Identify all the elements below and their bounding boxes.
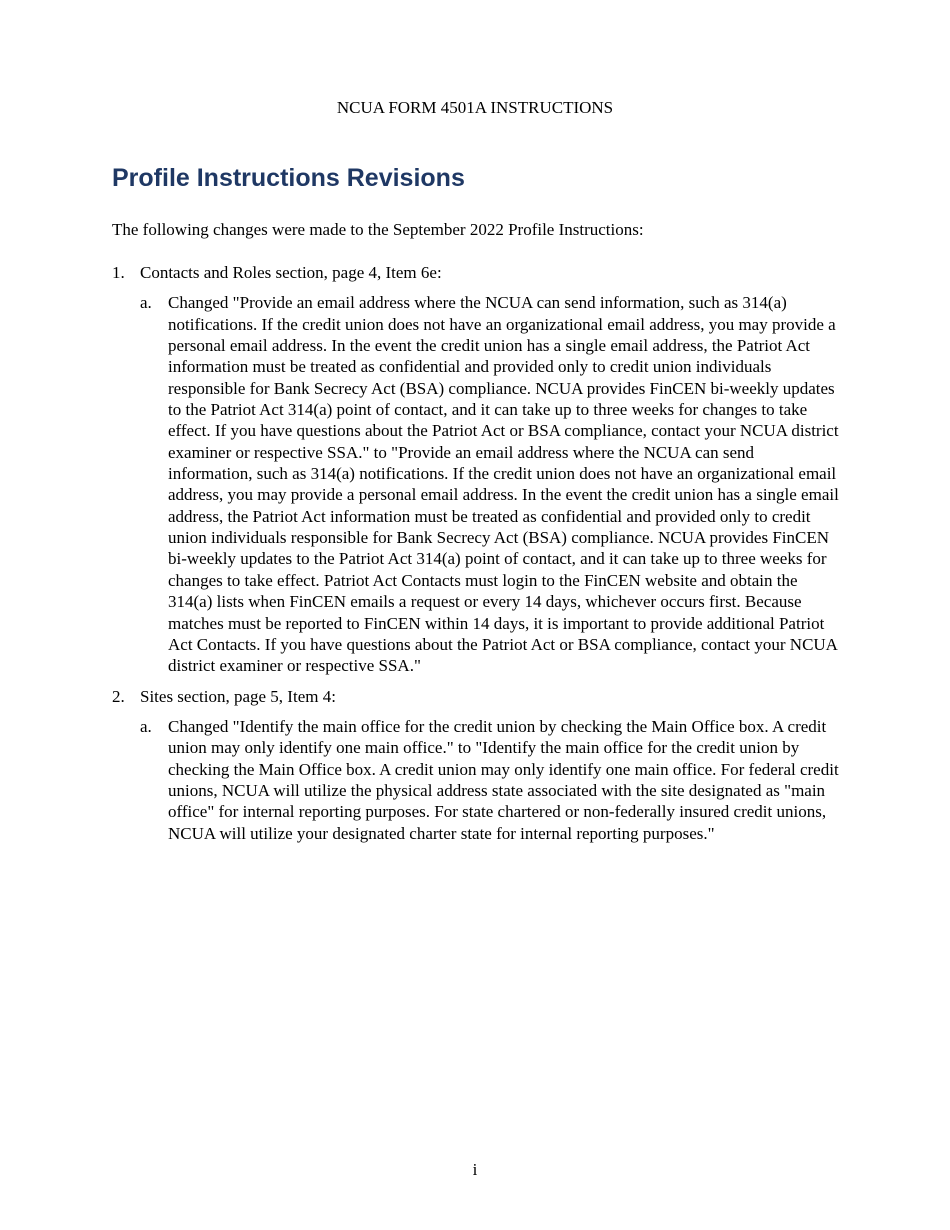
sub-item [140,292,840,676]
revision-list [112,262,840,853]
list-item-number: 1. [112,263,125,282]
list-item [112,686,840,844]
list-item-heading: Contacts and Roles section, page 4, Item 6e: [140,263,442,282]
sub-item [140,716,840,844]
intro-paragraph: The following changes were made to the September 2022 Profile Instructions: [112,220,644,239]
sub-item-text: Changed "Identify the main office for the credit union by checking the Main Office box. A credit union may only identify one main office." to "Identify the main office for the credit union by checking the Main Office box. A credit union may only identify one main office. For federal credit unions, NCUA will utilize the physical address state associated with the site designated as "main office" for internal reporting purposes. For state chartered or non-federally insured credit unions, NCUA will utilize your designated charter state for internal reporting purposes." [168,716,839,843]
sub-item-letter: a. [140,716,152,736]
sub-item-letter: a. [140,293,152,313]
sub-item-text: Changed "Provide an email address where the NCUA can send information, such as 314(a) notifications. If the credit union does not have an organizational email address, you may provide a personal email address. In the event the credit union has a single email address, the Patriot Act information must be treated as confidential and provided only to credit union individuals responsible for Bank Secrecy Act (BSA) compliance. NCUA provides FinCEN bi-weekly updates to the Patriot Act 314(a) point of contact, and it can take up to three weeks for changes to take effect. If you have questions about the Patriot Act or BSA compliance, contact your NCUA district examiner or respective SSA." to "Provide an email address where the NCUA can send information, such as 314(a) notifications. If the credit union does not have an organizational email address, you may provide a personal email address. In the event the credit union has a single email address, the Patriot Act information must be treated as confidential and provided only to credit union individuals responsible for Bank Secrecy Act (BSA) compliance. NCUA provides FinCEN bi-weekly updates to the Patriot Act 314(a) point of contact, and it can take up to three weeks for changes to take effect. Patriot Act Contacts must login to the FinCEN website and obtain the 314(a) lists when FinCEN emails a request or every 14 days, whichever occurs first. Because matches must be reported to FinCEN within 14 days, it is important to provide additional Patriot Act Contacts. If you have questions about the Patriot Act or BSA compliance, contact your NCUA district examiner or respective SSA." [168,293,839,676]
list-item [112,262,840,677]
list-item-number: 2. [112,686,125,706]
page-number: i [472,1160,478,1179]
page-title: Profile Instructions Revisions [112,164,465,192]
page-header: NCUA FORM 4501A INSTRUCTIONS [336,98,614,117]
list-item-heading: Sites section, page 5, Item 4: [140,686,336,706]
